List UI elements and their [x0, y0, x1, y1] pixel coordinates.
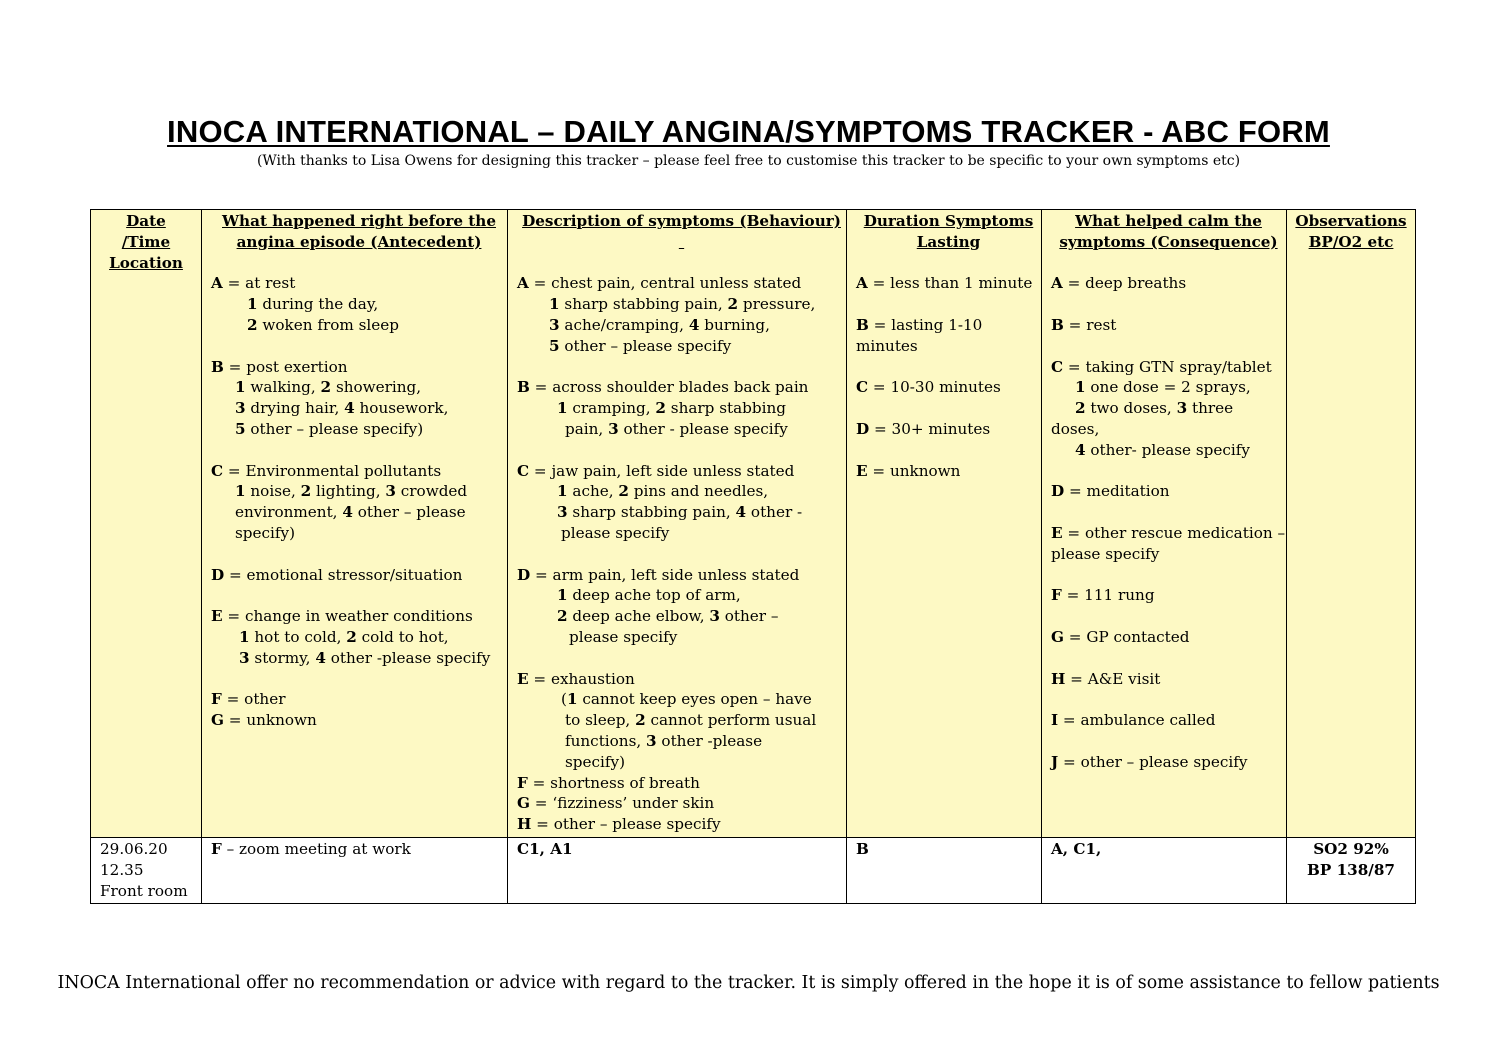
consequence-option-e: E = other rescue medication –: [1051, 523, 1286, 542]
entry-antecedent-cell[interactable]: [202, 837, 508, 903]
consequence-option-b: B = rest: [1051, 315, 1117, 334]
antecedent-option-c: C = Environmental pollutants: [211, 461, 442, 480]
entry-consequence-cell[interactable]: [1042, 837, 1287, 903]
entry-behaviour-cell[interactable]: [508, 837, 847, 903]
behaviour-option-c: C = jaw pain, left side unless stated: [517, 461, 795, 480]
entry-consequence: A, C1,: [1051, 839, 1102, 858]
antecedent-option-e: E = change in weather conditions: [211, 607, 473, 626]
tracker-table: [90, 209, 1416, 904]
entry-time: 12.35: [100, 860, 144, 879]
consequence-option-c: C = taking GTN spray/tablet: [1051, 357, 1272, 376]
consequence-option-g: G = GP contacted: [1051, 627, 1190, 646]
entry-row: [91, 837, 1416, 903]
behaviour-legend-cell: Description of symptoms (Behaviour) A = chest pain, central unless stated 1 sharp stabbing pain, 2 pressure, 3 ache/cramping, 4 burning, 5 other – please specify B = across shoulder blades back pain 1 cramping, 2 sharp stabbing pain, 3 other - please specify C = jaw pain, left side unless stated 1 ache, 2 pins and needles, 3 sharp stabbing pain, 4 other - please specify D = arm pain, left side unless stated 1 deep ache top of arm, 2 deep ache elbow, 3 other – please specify E = exhaustion (1 cannot keep eyes open – have to sleep, 2 cannot perform usual functions, 3 other -please specify) F = shortness of breath G = ‘fizziness’ under skin H = other – please specify: [508, 210, 847, 838]
antecedent-legend-cell: What happened right before the angina episode (Antecedent) A = at rest 1 during the day, 2 woken from sleep B = post exertion 1 walking, 2 showering, 3 drying hair, 4 housework, 5 other – please specify) C = Environmental pollutants 1 noise, 2 lighting, 3 crowded environment, 4 other – please specify) D = emotional stressor/situation E = change in weather conditions 1 hot to cold, 2 cold to hot, 3 stormy, 4 other -please specify F = other G = unknown: [202, 210, 508, 838]
consequence-option-a: A = deep breaths: [1051, 274, 1187, 293]
entry-obs-so2: SO2 92%: [1313, 839, 1389, 858]
observations-header: Observations BP/O2 etc: [1295, 212, 1407, 251]
behaviour-option-b: B = across shoulder blades back pain: [517, 378, 809, 397]
antecedent-option-a: A = at rest: [211, 274, 296, 293]
behaviour-option-a: A = chest pain, central unless stated: [517, 274, 802, 293]
duration-option-a: A = less than 1 minute: [856, 274, 1033, 293]
entry-location: Front room: [100, 881, 188, 900]
entry-obs-bp: BP 138/87: [1307, 860, 1395, 879]
duration-option-b: B = lasting 1-10: [856, 315, 983, 334]
consequence-option-j: J = other – please specify: [1051, 752, 1248, 771]
duration-option-e: E = unknown: [856, 461, 961, 480]
date-header: Date /Time Location: [109, 212, 183, 272]
behaviour-option-d: D = arm pain, left side unless stated: [517, 565, 800, 584]
behaviour-option-e: E = exhaustion: [517, 669, 635, 688]
entry-date: 29.06.20: [100, 839, 168, 858]
entry-date-cell[interactable]: [91, 837, 202, 903]
legend-row: [91, 210, 1416, 838]
date-header-cell: [91, 210, 202, 838]
behaviour-option-g: G = ‘fizziness’ under skin: [517, 794, 715, 813]
antecedent-option-b: B = post exertion: [211, 357, 348, 376]
observations-header-cell: [1287, 210, 1416, 838]
entry-observations-cell[interactable]: [1287, 837, 1416, 903]
consequence-header: What helped calm the symptoms (Consequence): [1059, 212, 1278, 251]
duration-legend-cell: Duration Symptoms Lasting A = less than 1 minute B = lasting 1-10 minutes C = 10-30 minutes D = 30+ minutes E = unknown: [847, 210, 1042, 838]
entry-behaviour: C1, A1: [517, 839, 573, 858]
behaviour-option-h: H = other – please specify: [517, 815, 721, 834]
entry-duration-cell[interactable]: [847, 837, 1042, 903]
consequence-option-i: I = ambulance called: [1051, 711, 1216, 730]
consequence-option-d: D = meditation: [1051, 482, 1170, 501]
page-title: INOCA INTERNATIONAL – DAILY ANGINA/SYMPTOMS TRACKER - ABC FORM: [167, 114, 1330, 149]
antecedent-option-d: D = emotional stressor/situation: [211, 565, 463, 584]
duration-header: Duration Symptoms Lasting: [863, 212, 1034, 251]
entry-duration: B: [856, 839, 869, 858]
antecedent-option-g: G = unknown: [211, 711, 317, 730]
consequence-option-f: F = 111 rung: [1051, 586, 1155, 605]
duration-option-d: D = 30+ minutes: [856, 419, 991, 438]
consequence-option-h: H = A&E visit: [1051, 669, 1161, 688]
page-subtitle: (With thanks to Lisa Owens for designing this tracker – please feel free to customise this tracker to be specific to your own symptoms etc): [256, 153, 1241, 169]
antecedent-header: What happened right before the angina episode (Antecedent): [222, 212, 496, 251]
consequence-legend-cell: What helped calm the symptoms (Consequence) A = deep breaths B = rest C = taking GTN spray/tablet 1 one dose = 2 sprays, 2 two doses, 3 three doses, 4 other- please specify D = meditation E = other rescue medication – please specify F = 111 rung G = GP contacted H = A&E visit I = ambulance called J = other – please specify: [1042, 210, 1287, 838]
behaviour-header: Description of symptoms (Behaviour): [522, 212, 841, 230]
entry-antecedent-text: – zoom meeting at work: [221, 839, 411, 858]
entry-antecedent-key: F: [211, 839, 222, 858]
disclaimer-footer: INOCA International offer no recommendation or advice with regard to the tracker. It is simply offered in the hope it is of some assistance to fellow patients: [57, 973, 1440, 993]
duration-option-c: C = 10-30 minutes: [856, 378, 1001, 397]
behaviour-option-f: F = shortness of breath: [517, 773, 700, 792]
antecedent-option-f: F = other: [211, 690, 286, 709]
